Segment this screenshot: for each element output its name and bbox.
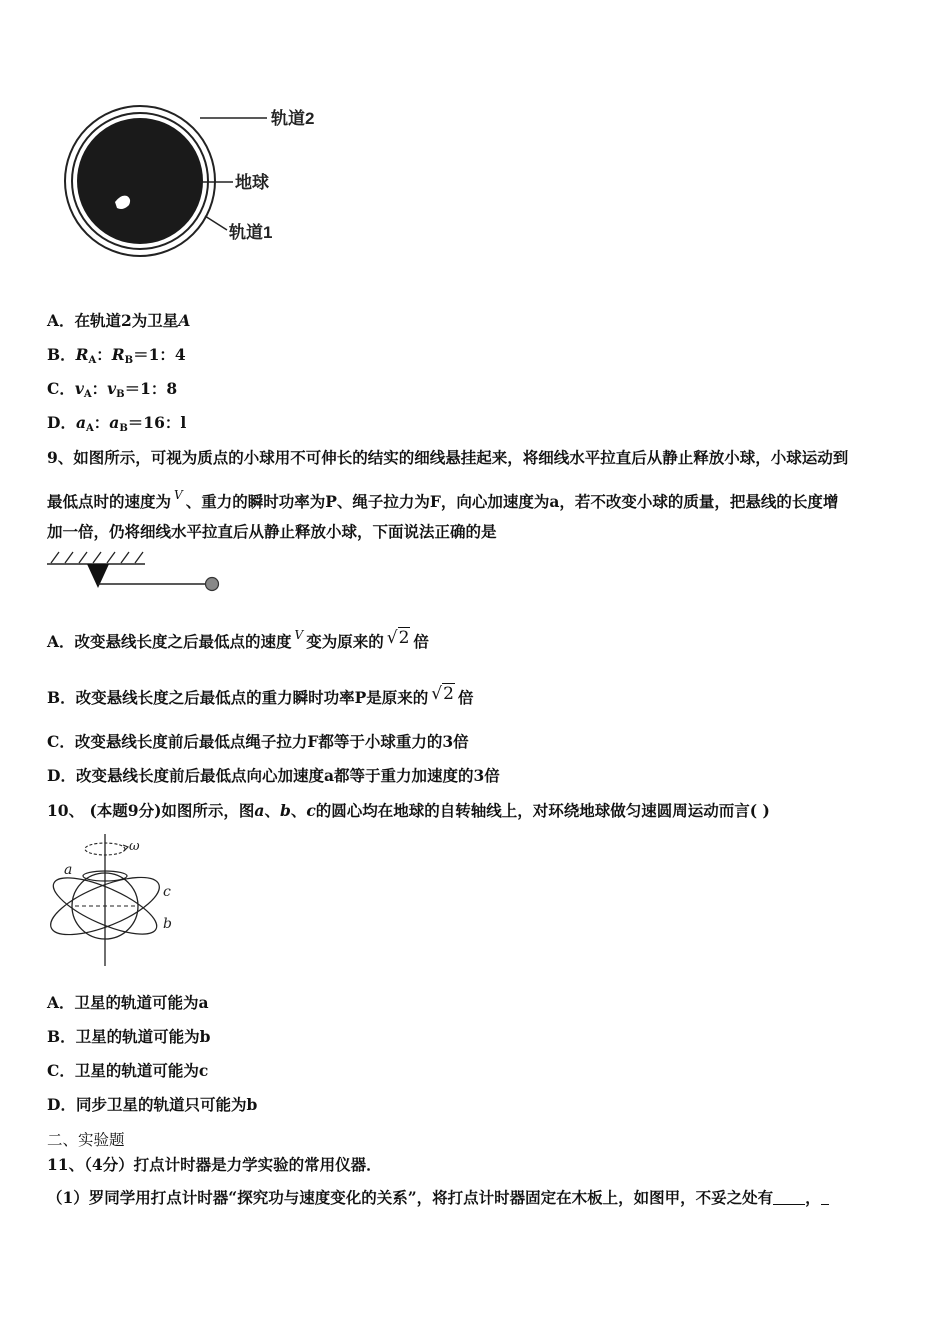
rotation-arrow-head (123, 845, 128, 851)
answer-blank-1 (773, 1190, 805, 1205)
q8-option-d (47, 413, 186, 439)
ceiling-hatch (51, 552, 143, 563)
q8-option-d-a2: a (109, 413, 120, 432)
q9-option-a-part1: A．改变悬线长度之后最低点的速度 (47, 632, 292, 651)
q8-option-d-sub-a: A (86, 423, 94, 434)
q8-option-c-sub-b: B (116, 389, 125, 400)
q8-option-b-sub-b: B (124, 355, 134, 366)
q8-option-c (47, 379, 177, 405)
q10-sep2: 、 (290, 801, 307, 820)
earth-orbit-figure (45, 98, 345, 258)
q9-option-a-part3: 倍 (413, 632, 429, 651)
q8-option-b-r1: R (75, 345, 89, 364)
q10-var-b: b (279, 801, 291, 820)
q8-option-b-suffix: ＝1：4 (133, 345, 186, 364)
q10-option-d: D．同步卫星的轨道只可能为b (47, 1095, 258, 1114)
q10-var-a: a (254, 801, 265, 820)
q9-option-b-sqrt-value: 2 (443, 684, 454, 704)
q11-part-1 (47, 1188, 829, 1208)
q8-option-a-text: A．在轨道2为卫星 (47, 311, 179, 330)
q11-stem: 11、（4分）打点计时器是力学实验的常用仪器． (47, 1155, 382, 1174)
q10-var-c: c (306, 801, 316, 820)
q10-stem-part1: 10、 (本题9分)如图所示，图 (47, 801, 255, 820)
q9-stem-line-2b: 、重力的瞬时功率为P、绳子拉力为F，向心加速度为a，若不改变小球的质量，把悬线的长度增 (185, 492, 839, 511)
q9-option-a-sqrt: √2 (386, 628, 410, 648)
q8-option-b-prefix: B． (47, 345, 76, 364)
q8-option-b (47, 345, 186, 371)
earth-disc (77, 118, 203, 244)
q8-option-d-a1: a (75, 413, 86, 432)
q8-option-c-v1: v (74, 379, 84, 398)
omega-label: ω (129, 839, 140, 854)
q8-option-d-prefix: D． (47, 413, 76, 432)
ball (206, 578, 219, 591)
q10-sep1: 、 (264, 801, 280, 820)
q8-option-c-v2: v (107, 379, 117, 398)
q8-option-d-sub-b: B (119, 423, 128, 434)
orbit-2-label: 轨道2 (271, 109, 315, 128)
q8-option-a (47, 311, 190, 331)
q11-part-1-text: （1）罗同学用打点计时器“探究功与速度变化的关系”，将打点计时器固定在木板上，如图甲，不妥之处有 (47, 1188, 774, 1207)
q9-stem-line-3: 加一倍，仍将细线水平拉直后从静止释放小球，下面说法正确的是 (47, 522, 497, 541)
satellite-orbits-figure (45, 832, 195, 972)
q10-option-b: B．卫星的轨道可能为b (47, 1027, 211, 1046)
q8-option-c-suffix: ＝1：8 (124, 379, 178, 398)
q9-option-a (47, 625, 429, 652)
q9-stem-line-2a: 最低点时的速度为 (47, 492, 172, 511)
q9-stem-line-1: 9、如图所示，可视为质点的小球用不可伸长的结实的细线悬挂起来，将细线水平拉直后从静止释放小球，小球运动到 (47, 448, 849, 467)
orbit-b-label: b (163, 916, 172, 932)
q8-option-c-sub-a: A (83, 389, 92, 400)
q9-option-b-part1: B．改变悬线长度之后最低点的重力瞬时功率P是原来的 (47, 688, 429, 707)
q8-option-a-var: A (178, 311, 191, 330)
q9-option-b-part2: 倍 (457, 688, 474, 707)
q8-option-b-sub-a: A (88, 355, 97, 366)
q9-option-d: D．改变悬线长度前后最低点向心加速度a都等于重力加速度的3倍 (47, 766, 500, 785)
q9-option-b (47, 684, 473, 708)
pendulum-figure (45, 550, 225, 595)
q9-option-b-sqrt: √2 (431, 684, 454, 704)
q8-option-c-prefix: C． (47, 379, 75, 398)
q9-v-symbol: V (174, 488, 183, 502)
q10-stem-part2: 的圆心均在地球的自转轴线上，对环绕地球做匀速圆周运动而言( ) (315, 801, 770, 820)
section-title-experiment: 二、实验题 (47, 1131, 125, 1149)
orbit-a-label: a (64, 862, 73, 878)
q8-option-c-sep: ： (91, 379, 108, 398)
answer-blank-2 (821, 1190, 829, 1205)
earth-label: 地球 (235, 173, 269, 192)
q10-stem (47, 801, 770, 821)
q9-option-a-v-symbol: V (294, 628, 304, 642)
q9-option-c: C．改变悬线长度前后最低点绳子拉力F都等于小球重力的3倍 (47, 732, 469, 751)
q8-option-b-sep: ： (96, 345, 112, 364)
q9-option-a-sqrt-value: 2 (398, 628, 410, 648)
q8-option-b-r2: R (111, 345, 125, 364)
q9-option-a-part2: 变为原来的 (306, 632, 384, 651)
q10-option-c: C．卫星的轨道可能为c (47, 1061, 209, 1080)
orbit-1-label: 轨道1 (229, 223, 273, 242)
q11-part-1-sep: ， (805, 1188, 821, 1207)
orbit-c-label: c (163, 884, 171, 900)
q8-option-d-sep: ： (93, 413, 110, 432)
q9-stem-line-2 (47, 485, 838, 512)
label-line-orbit-1 (205, 216, 227, 230)
q10-option-a: A．卫星的轨道可能为a (47, 993, 209, 1012)
q8-option-d-suffix: ＝16：l (127, 413, 187, 432)
